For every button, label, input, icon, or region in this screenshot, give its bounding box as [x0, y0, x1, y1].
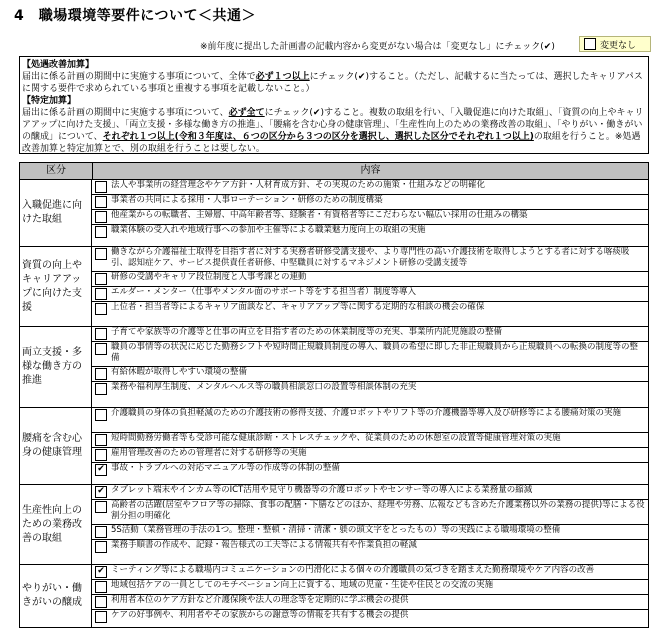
requirement-row: [92, 408, 648, 433]
category-label: 入職促進に向けた取組: [20, 180, 92, 246]
requirement-text: 子育てや家族等の介護等と仕事の両立を目指す者のための休業制度等の充実、事業所内託児施設の整備: [111, 327, 503, 337]
requirement-row: [92, 610, 648, 624]
requirement-text: 事故・トラブルへの対応マニュアル等の作成等の体制の整備: [111, 463, 340, 473]
requirement-row: [92, 342, 648, 367]
requirement-checkbox[interactable]: [95, 273, 107, 285]
requirement-row: [92, 302, 648, 316]
category-items: [92, 565, 648, 627]
requirement-checkbox[interactable]: [95, 343, 107, 355]
section2-text-b: にチェック(✔)すること。複数の取組を行い、「入職促進に向けた取組」、「資質の向上やキャリアアップに向けた支援」、「両立支援・多様な働き方の推進」、「腰痛を含む心身の健康管理」、「生産性向上のための業務改善の取組」、「やりがい・働きがいの醸成」について、: [22, 108, 644, 142]
requirement-text: 有給休暇が取得しやすい環境の整備: [111, 367, 248, 377]
category-items: [92, 485, 648, 564]
requirement-text: 地域包括ケアの一員としてのモチベーション向上に資する、地域の児童・生徒や住民との交流の実施: [111, 580, 494, 590]
requirement-checkbox[interactable]: [95, 611, 107, 623]
category-group: [20, 327, 648, 408]
category-label: 両立支援・多様な働き方の推進: [20, 327, 92, 407]
requirement-checkbox[interactable]: [95, 526, 107, 538]
requirement-checkbox[interactable]: [95, 449, 107, 461]
requirement-row: [92, 180, 648, 195]
header-content: 内容: [360, 165, 381, 176]
requirement-checkbox[interactable]: [95, 328, 107, 340]
requirement-row: [92, 367, 648, 382]
requirement-text: ケアの好事例や、利用者やその家族からの謝意等の情報を共有する機会の提供: [111, 610, 409, 620]
page-title: 4 職場環境等要件について＜共通＞: [14, 8, 256, 24]
requirement-row: [92, 195, 648, 210]
category-group: [20, 247, 648, 327]
requirement-row: [92, 327, 648, 342]
requirement-text: 研修の受講やキャリア段位制度と人事考課との連動: [111, 272, 307, 282]
section2-emphasis-2: それぞれ１つ以上(令和３年度は、６つの区分から３つの区分を選択し、選択した区分でそれぞれ１つ以上): [102, 132, 534, 142]
category-items: [92, 180, 648, 246]
requirement-text: 働きながら介護福祉士取得を目指す者に対する実務者研修受講支援や、より専門性の高い介護技術を取得しようとする者に対する喀痰吸引、認知症ケア、サービス提供責任者研修、中堅職員に対するマネジメント研修の受講支援等: [111, 247, 630, 268]
requirement-row: [92, 540, 648, 554]
requirement-text: 業務や福利厚生制度、メンタルヘルス等の職員相談窓口の設置等相談体制の充実: [111, 382, 417, 392]
requirement-checkbox[interactable]: [95, 196, 107, 208]
requirement-checkbox[interactable]: [95, 288, 107, 300]
requirement-text: 短時間勤務労働者等も受診可能な健康診断・ストレスチェックや、従業員のための休憩室の設置等健康管理対策の実施: [111, 433, 561, 443]
no-change-label: 変更なし: [600, 41, 637, 51]
category-items: [92, 327, 648, 407]
requirement-row: [92, 225, 648, 239]
category-group: [20, 180, 648, 247]
table-body: [20, 180, 648, 627]
section1-text: [22, 71, 646, 95]
requirement-checkbox[interactable]: [95, 409, 107, 421]
section1-emphasis: 必ず１つ以上: [255, 72, 310, 82]
requirement-checkbox[interactable]: [95, 383, 107, 395]
section2-text: [22, 107, 646, 155]
category-label: やりがい・働きがいの醸成: [20, 565, 92, 627]
section1-text-b: にチェック(✔)すること。（ただし、記載するに当たっては、選択したキャリアパスに関する要件で求められている事項と重複する事項を記載しないこと。）: [22, 72, 643, 94]
no-change-note: ※前年度に提出した計画書の記載内容から変更がない場合は「変更なし」にチェック(✔): [200, 42, 555, 52]
requirement-text: 事業者の共同による採用・人事ローテーション・研修のための制度構築: [111, 195, 383, 205]
requirement-text: 職業体験の受入れや地域行事への参加や主催等による職業魅力度向上の取組の実施: [111, 225, 426, 235]
requirement-text: 業務手順書の作成や、記録・報告様式の工夫等による情報共有や作業負担の軽減: [111, 540, 417, 550]
category-label: 生産性向上のための業務改善の取組: [20, 485, 92, 564]
section1-text-a: 届出に係る計画の期間中に実施する事項について、全体で: [22, 72, 256, 82]
requirement-row: [92, 463, 648, 477]
requirement-checkbox[interactable]: [95, 303, 107, 315]
requirement-text: タブレット端末やインカム等のICT活用や見守り機器等の介護ロボットやセンサー等の導入による業務量の縮減: [111, 485, 533, 495]
requirement-row: [92, 382, 648, 396]
requirement-text: 高齢者の活躍(居室やフロア等の掃除、食事の配膳・下膳などのほか、経理や労務、広報なども含めた介護業務以外の業務の提供)等による役割分担の明確化: [111, 500, 645, 521]
requirement-checkbox[interactable]: [95, 596, 107, 608]
requirement-text: ミーティング等による職場内コミュニケーションの円滑化による個々の介護職員の気づきを踏まえた勤務環境やケア内容の改善: [111, 565, 595, 575]
category-label: 資質の向上やキャリアアップに向けた支援: [20, 247, 92, 326]
requirement-checkbox[interactable]: [95, 368, 107, 380]
section2-text-a: 届出に係る計画の期間中に実施する事項について、: [22, 108, 229, 118]
requirement-text: 利用者本位のケア方針など介護保険や法人の理念等を定期的に学ぶ機会の提供: [111, 595, 409, 605]
category-label: 腰痛を含む心身の健康管理: [20, 408, 92, 484]
section2-emphasis-1: 必ず全て: [228, 108, 265, 118]
section2-heading: 【特定加算】: [22, 96, 77, 106]
requirement-text: 法人や事業所の経営理念やケア方針・人材育成方針、その実現のための施策・仕組みなどの明確化: [111, 180, 486, 190]
requirement-row: [92, 500, 648, 525]
requirement-row: [92, 485, 648, 500]
requirement-checkbox[interactable]: [95, 581, 107, 593]
requirement-checkbox[interactable]: [95, 434, 107, 446]
category-items: [92, 408, 648, 484]
no-change-checkbox[interactable]: [584, 38, 596, 50]
requirement-row: [92, 565, 648, 580]
section2-text-c: の取組を行うこと。※処遇改善加算と特定加算とで、別の取組を行うことは要しない。: [22, 132, 641, 154]
requirement-row: [92, 595, 648, 610]
requirement-text: 上位者・担当者等によるキャリア面談など、キャリアアップ等に関する定期的な相談の機会の確保: [111, 302, 485, 312]
requirement-checkbox[interactable]: [95, 226, 107, 238]
requirement-text: 職員の事情等の状況に応じた勤務シフトや短時間正規職員制度の導入、職員の希望に即した非正規職員から正規職員への転換の制度等の整備: [111, 342, 639, 363]
section1-heading: 【処遇改善加算】: [22, 60, 95, 70]
requirement-checkbox[interactable]: ✔: [95, 486, 107, 498]
header-category: 区分: [20, 163, 93, 179]
category-group: [20, 408, 648, 485]
requirement-row: [92, 525, 648, 540]
requirement-checkbox[interactable]: [95, 501, 107, 513]
requirement-text: 雇用管理改善のための管理者に対する研修等の実施: [111, 448, 307, 458]
requirement-row: [92, 210, 648, 225]
requirement-text: 介護職員の身体の負担軽減のための介護技術の修得支援、介護ロボットやリフト等の介護機器等導入及び研修等による腰痛対策の実施: [111, 408, 622, 418]
requirement-row: [92, 287, 648, 302]
no-change-option[interactable]: [579, 36, 651, 52]
category-group: [20, 565, 648, 627]
category-group: [20, 485, 648, 565]
requirement-row: [92, 448, 648, 463]
requirement-checkbox[interactable]: [95, 248, 107, 260]
requirement-row: [92, 433, 648, 448]
requirement-checkbox[interactable]: ✔: [95, 464, 107, 476]
requirement-row: [92, 272, 648, 287]
table-header: [20, 163, 648, 180]
requirement-text: 5S活動（業務管理の手法の1つ。整理・整頓・清掃・清潔・躾の頭文字をとったもの）等の実践による職場環境の整備: [111, 525, 561, 535]
requirement-checkbox[interactable]: [95, 181, 107, 193]
category-items: [92, 247, 648, 326]
requirement-checkbox[interactable]: ✔: [95, 566, 107, 578]
requirement-checkbox[interactable]: [95, 211, 107, 223]
requirement-checkbox[interactable]: [95, 541, 107, 553]
requirement-text: エルダー・メンター（仕事やメンタル面のサポート等をする担当者）制度等導入: [111, 287, 416, 297]
requirement-row: [92, 580, 648, 595]
requirement-row: [92, 247, 648, 272]
requirement-text: 他産業からの転職者、主婦層、中高年齢者等、経験者・有資格者等にこだわらない幅広い採用の仕組みの構築: [111, 210, 528, 220]
requirements-table: [19, 162, 649, 628]
instructions-box: [19, 56, 649, 154]
